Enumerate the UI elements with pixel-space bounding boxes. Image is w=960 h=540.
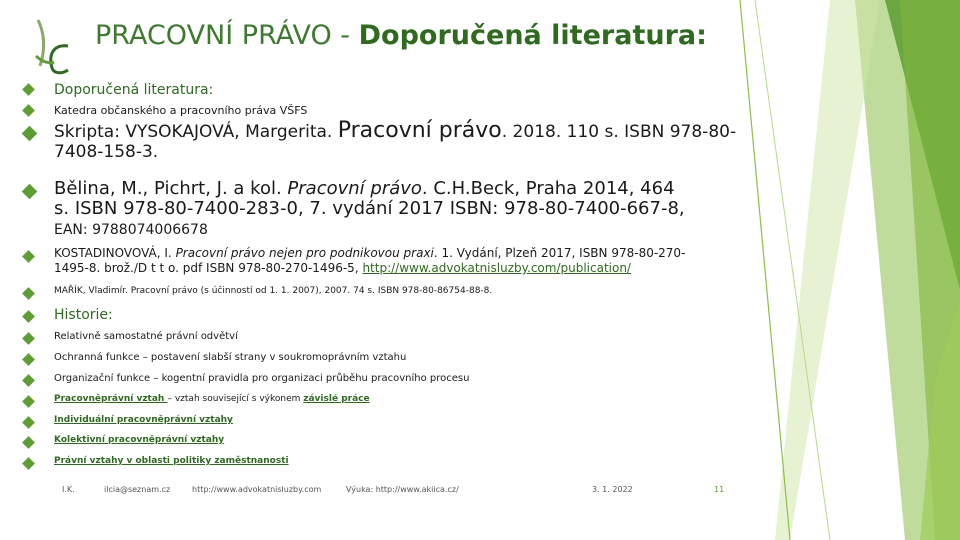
- footer-teaching: Výuka: http://www.akiica.cz/: [346, 485, 459, 494]
- bullet-icon: [22, 287, 35, 300]
- section-heading: Historie:: [54, 307, 113, 323]
- footer-date: 3. 1. 2022: [592, 485, 633, 494]
- list-item: MAŘÍK, Vladimír. Pracovní právo (s účinností od 1. 1. 2007), 2007. 74 s. ISBN 978-80-86754-88-8.: [54, 286, 493, 296]
- list-item: Doporučená literatura:: [54, 82, 214, 98]
- bullet-icon: [22, 332, 35, 345]
- footer-site: http://www.advokatnisluzby.com: [192, 485, 322, 494]
- bullet-icon: [22, 374, 35, 387]
- page-number: 11: [714, 485, 725, 494]
- list-item: Skripta: VYSOKAJOVÁ, Margerita. Pracovní právo. 2018. 110 s. ISBN 978-80- 7408-158-3.: [54, 118, 737, 162]
- page-title: PRACOVNÍ PRÁVO - Doporučená literatura:: [95, 20, 707, 51]
- bullet-icon: [22, 353, 35, 366]
- list-item: KOSTADINOVOVÁ, I. Pracovní právo nejen pro podnikovou praxi. 1. Vydání, Plzeň 2017, ISBN 978-80-270- 1495-8. brož./D t t o. pdf ISBN 978-80-270-1496-5, http://www.advokatnisluzby.com/publication/: [54, 246, 686, 275]
- publication-link[interactable]: http://www.advokatnisluzby.com/publication/: [362, 261, 631, 275]
- footer-author: I.K.: [62, 485, 75, 494]
- bullet-icon: [22, 457, 35, 470]
- list-item: Relativně samostatné právní odvětví: [54, 331, 238, 342]
- list-item: Individuální pracovněprávní vztahy: [54, 415, 233, 425]
- list-item: Kolektivní pracovněprávní vztahy: [54, 435, 225, 445]
- bullet-icon: [22, 436, 35, 449]
- list-item: Katedra občanského a pracovního práva VŠFS: [54, 104, 308, 117]
- bullet-icon: [22, 416, 35, 429]
- list-item: Bělina, M., Pichrt, J. a kol. Pracovní právo. C.H.Beck, Praha 2014, 464 s. ISBN 978-80-7400-283-0, 7. vydání 2017 ISBN: 978-80-7400-667-8,: [54, 178, 685, 219]
- list-item: Ochranná funkce – postavení slabší strany v soukromoprávním vztahu: [54, 352, 407, 363]
- bullet-icon: [22, 250, 35, 263]
- bullet-icon: [22, 184, 38, 200]
- list-item: Pracovněprávní vztah – vztah související s výkonem závislé práce: [54, 394, 370, 404]
- list-item: Právní vztahy v oblasti politiky zaměstnanosti: [54, 456, 289, 466]
- footer-email: ilcia@seznam.cz: [104, 485, 171, 494]
- list-item-continuation: EAN: 9788074006678: [54, 222, 208, 238]
- logo: [28, 16, 76, 78]
- list-item: Organizační funkce – kogentní pravidla pro organizaci průběhu pracovního procesu: [54, 373, 470, 384]
- bullet-icon: [22, 104, 35, 117]
- bullet-icon: [22, 395, 35, 408]
- bullet-icon: [22, 126, 38, 142]
- bullet-icon: [22, 83, 35, 96]
- bullet-icon: [22, 310, 35, 323]
